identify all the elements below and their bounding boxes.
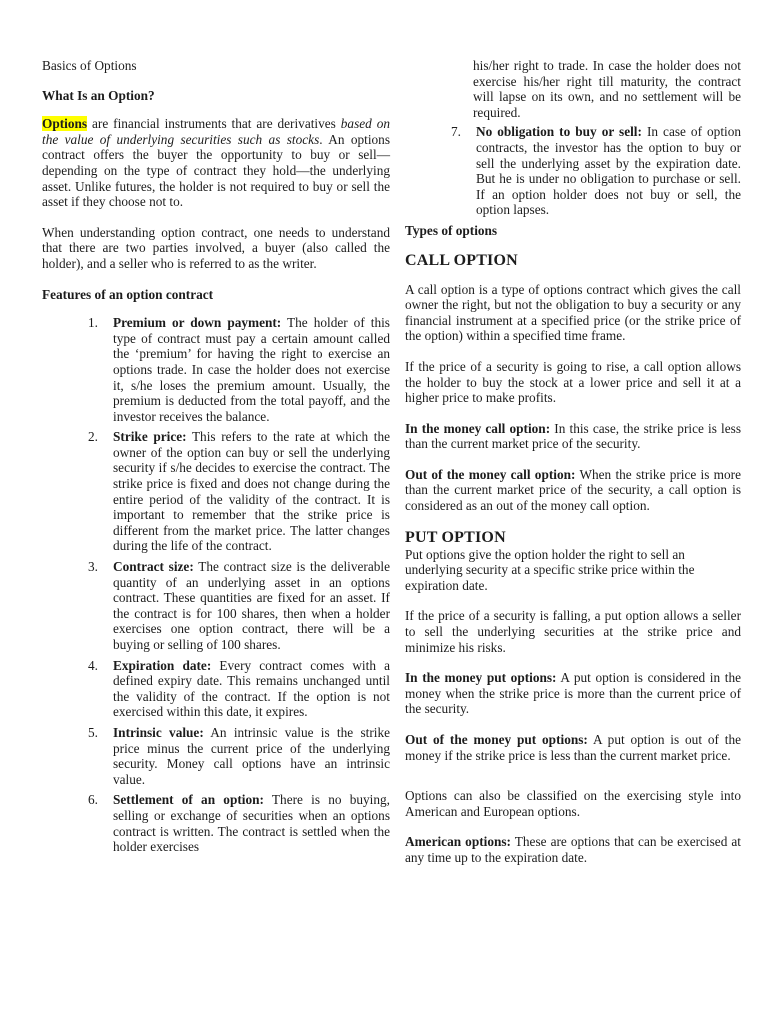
highlighted-term: Options [42, 116, 88, 132]
text-segment: The contract size is the deliverable quantity of an underlying asset in an options contract. These quantities are fixed for an asset. If the contract is for 100 shares, then when a holder exercises one option contract, there will be a buying or selling of 100 shares. [113, 559, 390, 652]
text-segment: Options can also be classified on the exercising style into American and European options. [405, 788, 741, 819]
list-item-number: 6. [88, 792, 98, 808]
paragraph-put-definition [405, 547, 741, 594]
text-segment: When the strike price is more than the current market price of the security, a call option is considered as an out of the money call option. [405, 466, 741, 514]
text-segment: Out of the money put options: [405, 732, 588, 747]
list-item-number: 4. [88, 657, 98, 673]
column-right [405, 58, 741, 881]
text-segment: . An options contract offers the buyer the opportunity to buy or sell—depending on the type of contract they hold—the underlying asset. Unlike futures, the holder is not required to buy or sell the asset if they choose not to. [42, 131, 390, 210]
text-segment: A put option is considered in the money when the strike price is more than the current price of the security. [405, 670, 741, 717]
paragraph-put-falling [405, 608, 741, 655]
list-item-number: 7. [451, 124, 461, 140]
text-segment: In the money call option: [405, 420, 551, 436]
text-segment: The holder of this type of contract must pay a certain amount called the ‘premium’ for having the right to exercise an options trade. In case the holder does not exercise it, s/he loses the premium amount. Usually, the premium is deducted from the total payoff, and the investor receives the balance. [113, 315, 390, 424]
list-item-strike-price [42, 429, 390, 554]
section-heading-what-is-an-option [42, 88, 390, 104]
text-segment: What Is an Option? [42, 87, 155, 103]
list-item-contract-size [42, 559, 390, 653]
text-segment: When understanding option contract, one needs to understand that there are two parties involved, a buyer (also called the holder), and a seller who is referred to as the writer. [42, 224, 390, 271]
list-item-no-obligation [405, 124, 741, 218]
list-item-settlement [42, 792, 390, 854]
paragraph-call-definition [405, 282, 741, 344]
text-segment: Features of an option contract [42, 286, 214, 302]
paragraph-american-options [405, 834, 741, 865]
text-segment: There is no buying, selling or exchange of securities when an options contract is written. The contract is settled when the holder exercises [113, 792, 390, 855]
list-item-number: 2. [88, 429, 98, 445]
text-segment: In case of option contracts, the investor has the option to buy or sell the underlying asset by the expiration date. But he is under no obligation to purchase or sell. If an option holder does not buy or sell, the option lapses. [476, 124, 741, 218]
text-segment: Expiration date: [113, 657, 212, 673]
paragraph-in-the-money-put [405, 670, 741, 717]
text-segment: American options: [405, 834, 511, 850]
paragraph-options-intro [42, 116, 390, 210]
section-heading-call-option [405, 252, 741, 270]
text-segment: Out of the money call option: [405, 466, 576, 482]
text-segment: PUT OPTION [405, 528, 506, 546]
paragraph-out-of-the-money-put [405, 732, 741, 763]
text-segment: These are options that can be exercised at any time up to the expiration date. [405, 834, 741, 865]
paragraph-out-of-the-money-call [405, 467, 741, 514]
paragraph-call-rise [405, 359, 741, 406]
column-left [42, 58, 390, 860]
text-segment: An intrinsic value is the strike price minus the current price of the underlying security. Money call options have an intrinsic value. [113, 724, 390, 787]
list-item-premium [42, 315, 390, 424]
list-item-settlement-continued [473, 58, 741, 120]
text-segment: Every contract comes with a defined expiry date. This remains unchanged until the validity of the contract. If the option is not exercised within this date, it expires. [113, 657, 391, 720]
text-segment: CALL OPTION [405, 251, 518, 269]
list-item-number: 1. [88, 315, 98, 331]
text-segment: A call option is a type of options contract which gives the call owner the right, but not the obligation to buy a security or any financial instrument at a specified price (or the strike price of the option) within a specified time frame. [405, 281, 741, 344]
text-segment: based on the value of underlying securities such as stocks [42, 116, 390, 147]
text-segment: Strike price: [113, 429, 187, 445]
text-segment: This refers to the rate at which the owner of the option can buy or sell the underlying security if s/he decides to exercise the contract. The strike price is fixed and does not change during the entire period of the validity of the contract. It is important to remember that the strike price is different from the market price. The latter changes during the life of the contract. [113, 429, 391, 554]
text-segment: If the price of a security is going to rise, a call option allows the holder to buy the stock at a lower price and sell it at a higher price to make profits. [405, 358, 741, 406]
text-segment: Types of options [405, 222, 498, 238]
list-item-intrinsic-value [42, 725, 390, 787]
text-segment: Intrinsic value: [113, 724, 204, 740]
section-heading-put-option [405, 529, 741, 547]
section-heading-types-of-options [405, 223, 741, 239]
list-item-expiration-date [42, 658, 390, 720]
list-item-number: 5. [88, 724, 98, 740]
text-segment: Contract size: [113, 559, 194, 575]
two-column-layout [42, 58, 741, 881]
text-segment: Basics of Options [42, 58, 137, 73]
text-segment: In this case, the strike price is less than the current market price of the security. [405, 420, 741, 452]
paragraph-two-parties [42, 225, 390, 272]
text-segment: Premium or down payment: [113, 315, 282, 331]
doc-title [42, 58, 390, 74]
text-segment: Put options give the option holder the right to sell an underlying security at a specific strike price within the expiration date. [405, 546, 695, 593]
list-item-number: 3. [88, 559, 98, 575]
text-segment: Settlement of an option: [113, 792, 264, 808]
text-segment: are financial instruments that are derivatives [87, 116, 341, 132]
paragraph-exercising-style [405, 788, 741, 819]
section-heading-features [42, 287, 390, 303]
text-segment: No obligation to buy or sell: [476, 124, 642, 140]
paragraph-in-the-money-call [405, 421, 741, 452]
text-segment: his/her right to trade. In case the holder does not exercise his/her right till maturity, the contract will lapse on its own, and no settlement will be required. [473, 58, 741, 120]
text-segment: A put option is out of the money if the strike price is less than the current market price. [405, 732, 742, 763]
text-segment: In the money put options: [405, 670, 557, 686]
text-segment: If the price of a security is falling, a put option allows a seller to sell the underlying securities at the strike price and minimize his risks. [405, 608, 741, 655]
